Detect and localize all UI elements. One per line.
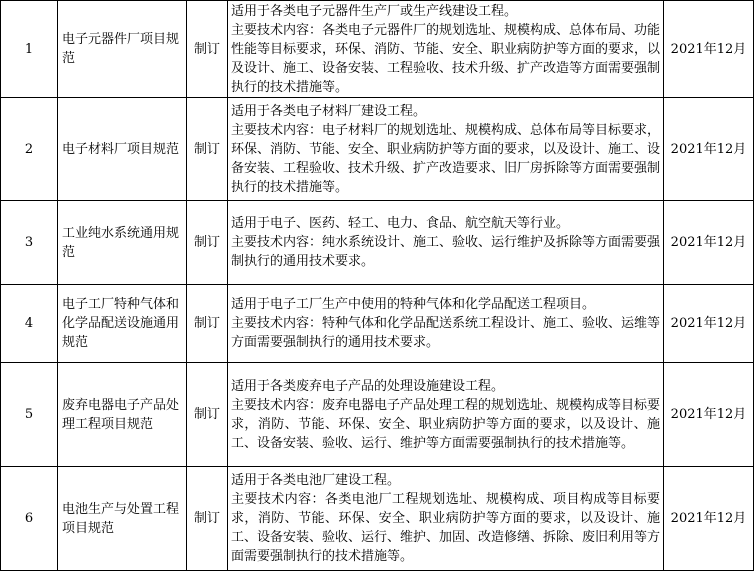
- scope-text: 适用于各类电池厂建设工程。: [231, 473, 401, 488]
- standard-name: 电子材料厂项目规范: [58, 98, 187, 201]
- standard-name: 工业纯水系统通用规范: [58, 201, 187, 285]
- work-type: 制订: [187, 1, 228, 98]
- standard-name: 电池生产与处置工程项目规范: [58, 467, 187, 571]
- completion-date: 2021年12月: [664, 363, 754, 467]
- row-number: 3: [1, 201, 58, 285]
- table-row: [1, 201, 754, 285]
- row-number: 2: [1, 98, 58, 201]
- standard-name: 废弃电器电子产品处理工程项目规范: [58, 363, 187, 467]
- table-row: [1, 98, 754, 201]
- standard-content: [228, 98, 664, 201]
- scope-text: 适用于各类废弃电子产品的处理设施建设工程。: [231, 378, 505, 394]
- standards-table-body: [1, 1, 754, 571]
- work-type: 制订: [187, 363, 228, 467]
- completion-date: 2021年12月: [664, 98, 754, 201]
- work-type: 制订: [187, 467, 228, 571]
- standard-content: [228, 467, 664, 571]
- main-content-text: 主要技术内容：电子材料厂的规划选址、规模构成、总体布局等目标要求，环保、消防、节能、安全、职业病防护等方面的要求，以及设计、施工、设备安装、工程验收、技术升级、扩产改造要求、旧厂房拆除等方面需要强制执行的技术措施等。: [231, 122, 661, 195]
- table-row: [1, 363, 754, 467]
- table-row: [1, 285, 754, 363]
- row-number: 1: [1, 1, 58, 98]
- standard-name: 电子元器件厂项目规范: [58, 1, 187, 98]
- completion-date: 2021年12月: [664, 201, 754, 285]
- work-type: 制订: [187, 285, 228, 363]
- row-number: 4: [1, 285, 58, 363]
- completion-date: 2021年12月: [664, 285, 754, 363]
- row-number: 6: [1, 467, 58, 571]
- standard-content: [228, 1, 664, 98]
- scope-text: 适用于电子、医药、轻工、电力、食品、航空航天等行业。: [231, 216, 570, 231]
- completion-date: 2021年12月: [664, 1, 754, 98]
- scope-text: 适用于电子工厂生产中使用的特种气体和化学品配送工程项目。: [231, 297, 596, 312]
- row-number: 5: [1, 363, 58, 467]
- standard-content: [228, 363, 664, 467]
- main-content-text: 主要技术内容：各类电子元器件厂的规划选址、规模构成、总体布局、功能性能等目标要求，环保、消防、节能、安全、职业病防护等方面的要求，以及设计、施工、设备安装、工程验收、技术升级、扩产改造等方面需要强制执行的技术措施等。: [231, 22, 661, 95]
- standard-name: 电子工厂特种气体和化学品配送设施通用规范: [58, 285, 187, 363]
- table-row: [1, 1, 754, 98]
- completion-date: 2021年12月: [664, 467, 754, 571]
- standard-content: [228, 285, 664, 363]
- main-content-text: 主要技术内容：各类电池厂工程规划选址、规模构成、项目构成等目标要求，消防、节能、环保、安全、职业病防护等方面的要求，以及设计、施工、设备安装、验收、运行、维护、加固、改造修缮、拆除、废旧利用等方面需要强制执行的技术措施等。: [231, 492, 661, 564]
- main-content-text: 主要技术内容：特种气体和化学品配送系统工程设计、施工、验收、运维等方面需要强制执行的通用技术要求。: [231, 316, 661, 350]
- work-type: 制订: [187, 98, 228, 201]
- main-content-text: 主要技术内容：纯水系统设计、施工、验收、运行维护及拆除等方面需要强制执行的通用技术要求。: [231, 235, 661, 269]
- scope-text: 适用于各类电子元器件生产厂或生产线建设工程。: [231, 3, 518, 19]
- work-type: 制订: [187, 201, 228, 285]
- main-content-text: 主要技术内容：废弃电器电子产品处理工程的规划选址、规模构成等目标要求，消防、节能、环保、安全、职业病防护等方面的要求，以及设计、施工、设备安装、验收、运行、维护等方面需要强制执行的技术措施等。: [231, 397, 661, 451]
- standard-content: [228, 201, 664, 285]
- table-row: [1, 467, 754, 571]
- scope-text: 适用于各类电子材料厂建设工程。: [231, 103, 427, 119]
